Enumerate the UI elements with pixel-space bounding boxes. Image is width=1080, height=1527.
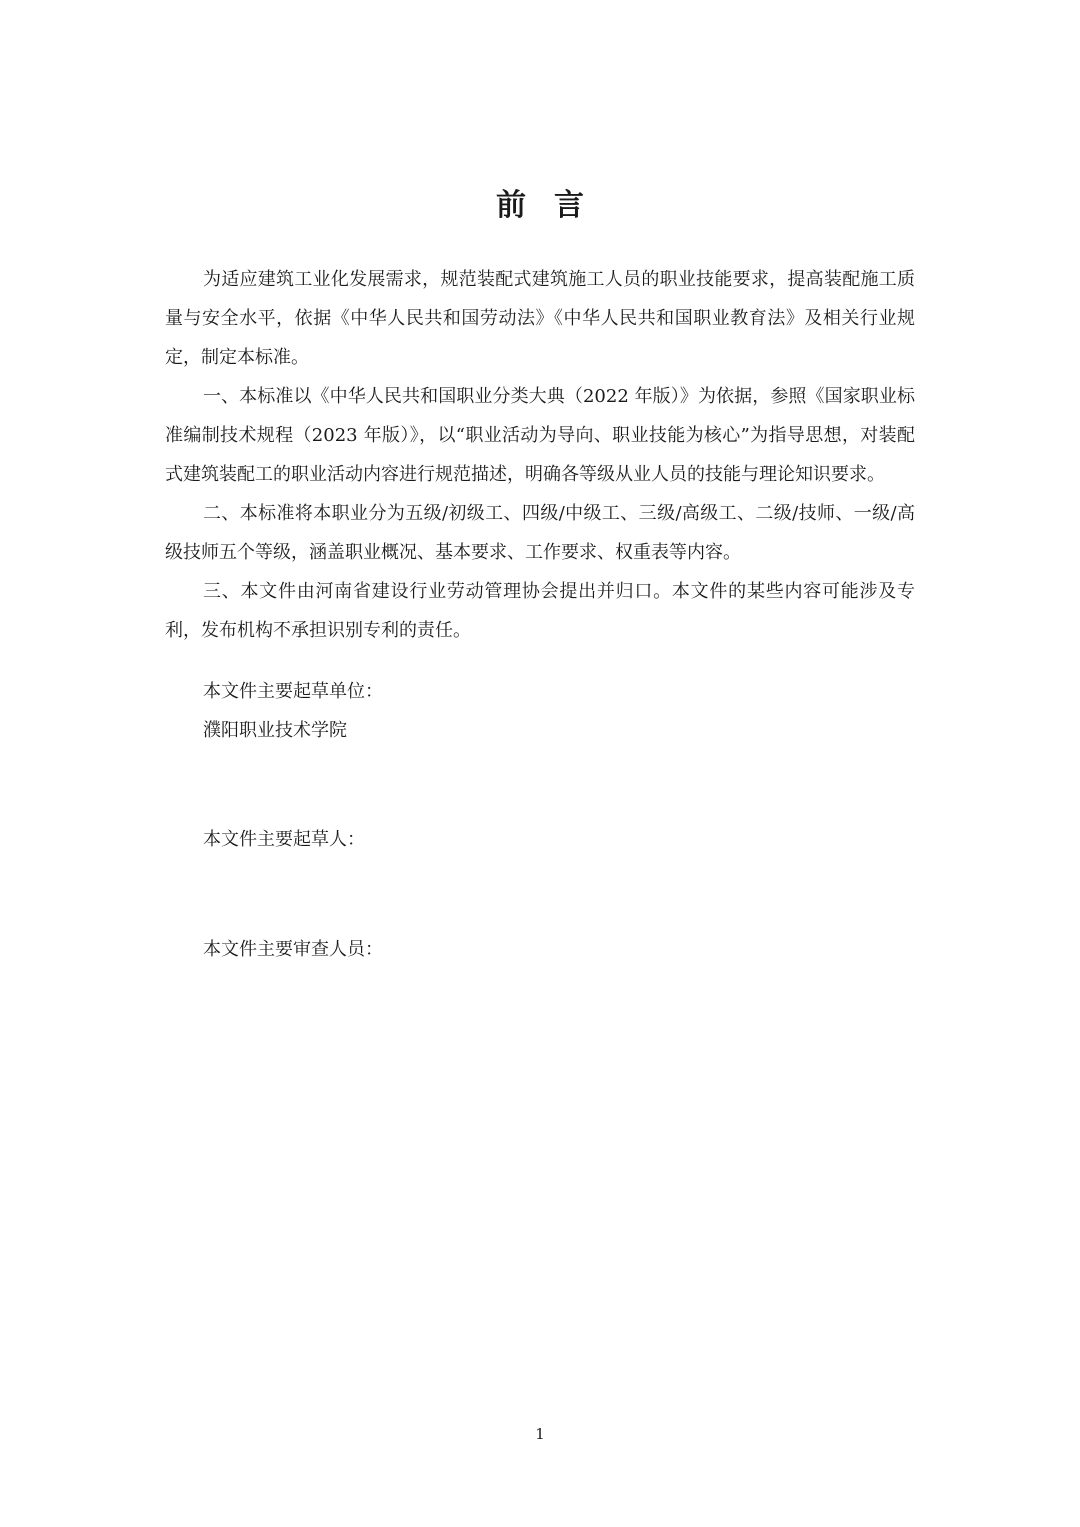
page-title: 前言 <box>496 188 612 223</box>
drafting-unit-name: 濮阳职业技术学院 <box>203 720 347 741</box>
drafting-unit-label: 本文件主要起草单位： <box>203 681 383 702</box>
paragraph-two: 二、本标准将本职业分为五级/初级工、四级/中级工、三级/高级工、二级/技师、一级/高级技师五个等级，涵盖职业概况、基本要求、工作要求、权重表等内容。 <box>165 503 915 563</box>
drafters-label: 本文件主要起草人： <box>203 829 365 850</box>
preface-body <box>165 260 915 650</box>
page-number: 1 <box>535 1425 545 1443</box>
paragraph-three: 三、本文件由河南省建设行业劳动管理协会提出并归口。本文件的某些内容可能涉及专利，发布机构不承担识别专利的责任。 <box>165 581 915 641</box>
paragraph-intro: 为适应建筑工业化发展需求，规范装配式建筑施工人员的职业技能要求，提高装配施工质量与安全水平，依据《中华人民共和国劳动法》《中华人民共和国职业教育法》及相关行业规定，制定本标准。 <box>165 269 915 368</box>
paragraph-one: 一、本标准以《中华人民共和国职业分类大典（2022 年版）》为依据，参照《国家职业标准编制技术规程（2023 年版）》，以“职业活动为导向、职业技能为核心”为指导思想，对装配式建筑装配工的职业活动内容进行规范描述，明确各等级从业人员的技能与理论知识要求。 <box>165 386 915 485</box>
reviewers-label: 本文件主要审查人员： <box>203 939 383 960</box>
